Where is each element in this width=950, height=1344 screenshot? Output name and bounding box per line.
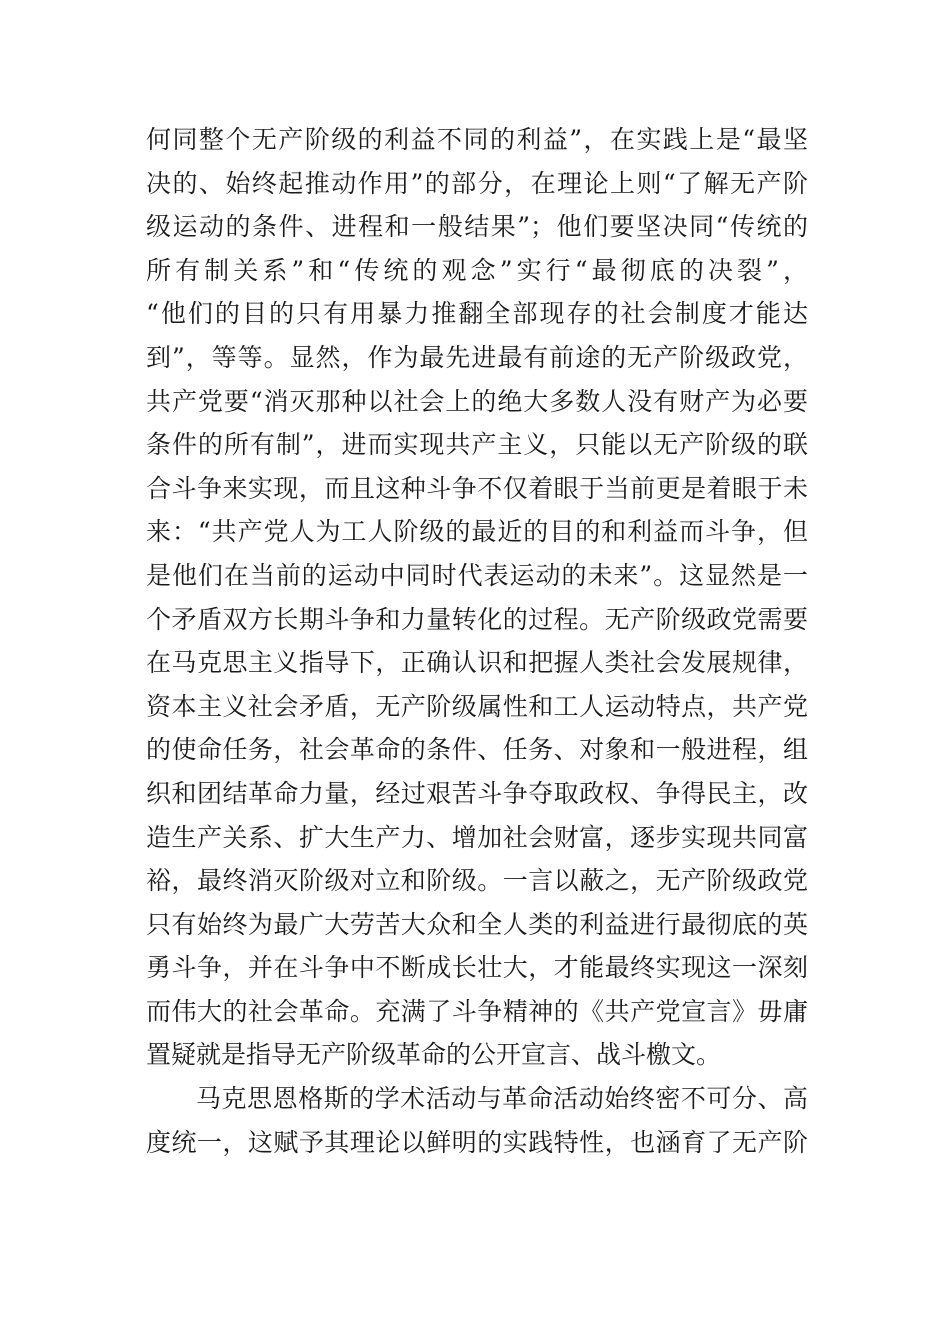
- text-line: 来：“共产党人为工人阶级的最近的目的和利益而斗争，但: [146, 517, 808, 547]
- paragraph: [146, 118, 808, 1077]
- text-line: 而伟大的社会革命。充满了斗争精神的《共产党宣言》毋庸: [146, 996, 808, 1026]
- text-line: 资本主义社会矛盾，无产阶级属性和工人运动特点，共产党: [146, 691, 808, 721]
- paragraph: [146, 1077, 808, 1164]
- text-line: 置疑就是指导无产阶级革命的公开宣言、战斗檄文。: [146, 1040, 722, 1070]
- text-line: 马克思恩格斯的学术活动与革命活动始终密不可分、高: [196, 1084, 808, 1114]
- text-line: 织和团结革命力量，经过艰苦斗争夺取政权、争得民主，改: [146, 778, 808, 808]
- text-line: 共产党要“消灭那种以社会上的绝大多数人没有财产为必要: [146, 386, 808, 416]
- text-line: 条件的所有制”，进而实现共产主义，只能以无产阶级的联: [146, 430, 808, 460]
- text-line: 合斗争来实现，而且这种斗争不仅着眼于当前更是着眼于未: [146, 473, 808, 503]
- text-line: 到”，等等。显然，作为最先进最有前途的无产阶级政党，: [146, 342, 808, 372]
- body-text: [146, 118, 808, 1164]
- text-line: “他们的目的只有用暴力推翻全部现存的社会制度才能达: [146, 299, 808, 329]
- text-line: 级运动的条件、进程和一般结果”；他们要坚决同“传统的: [146, 212, 808, 242]
- text-line: 裕，最终消灭阶级对立和阶级。一言以蔽之，无产阶级政党: [146, 866, 808, 896]
- text-line: 何同整个无产阶级的利益不同的利益”，在实践上是“最坚: [146, 125, 808, 154]
- text-line: 个矛盾双方长期斗争和力量转化的过程。无产阶级政党需要: [146, 604, 808, 634]
- text-line: 是他们在当前的运动中同时代表运动的未来”。这显然是一: [146, 560, 808, 590]
- text-line: 只有始终为最广大劳苦大众和全人类的利益进行最彻底的英: [146, 909, 808, 939]
- text-line: 勇斗争，并在斗争中不断成长壮大，才能最终实现这一深刻: [146, 953, 808, 983]
- text-line: 的使命任务，社会革命的条件、任务、对象和一般进程，组: [146, 735, 808, 765]
- text-line: 在马克思主义指导下，正确认识和把握人类社会发展规律，: [146, 648, 808, 678]
- text-line: 造生产关系、扩大生产力、增加社会财富，逐步实现共同富: [146, 822, 808, 852]
- text-line: 所有制关系”和“传统的观念”实行“最彻底的决裂”，: [146, 255, 808, 285]
- text-line: 决的、始终起推动作用”的部分，在理论上则“了解无产阶: [146, 168, 808, 198]
- text-line: 度统一，这赋予其理论以鲜明的实践特性，也涵育了无产阶: [146, 1127, 808, 1157]
